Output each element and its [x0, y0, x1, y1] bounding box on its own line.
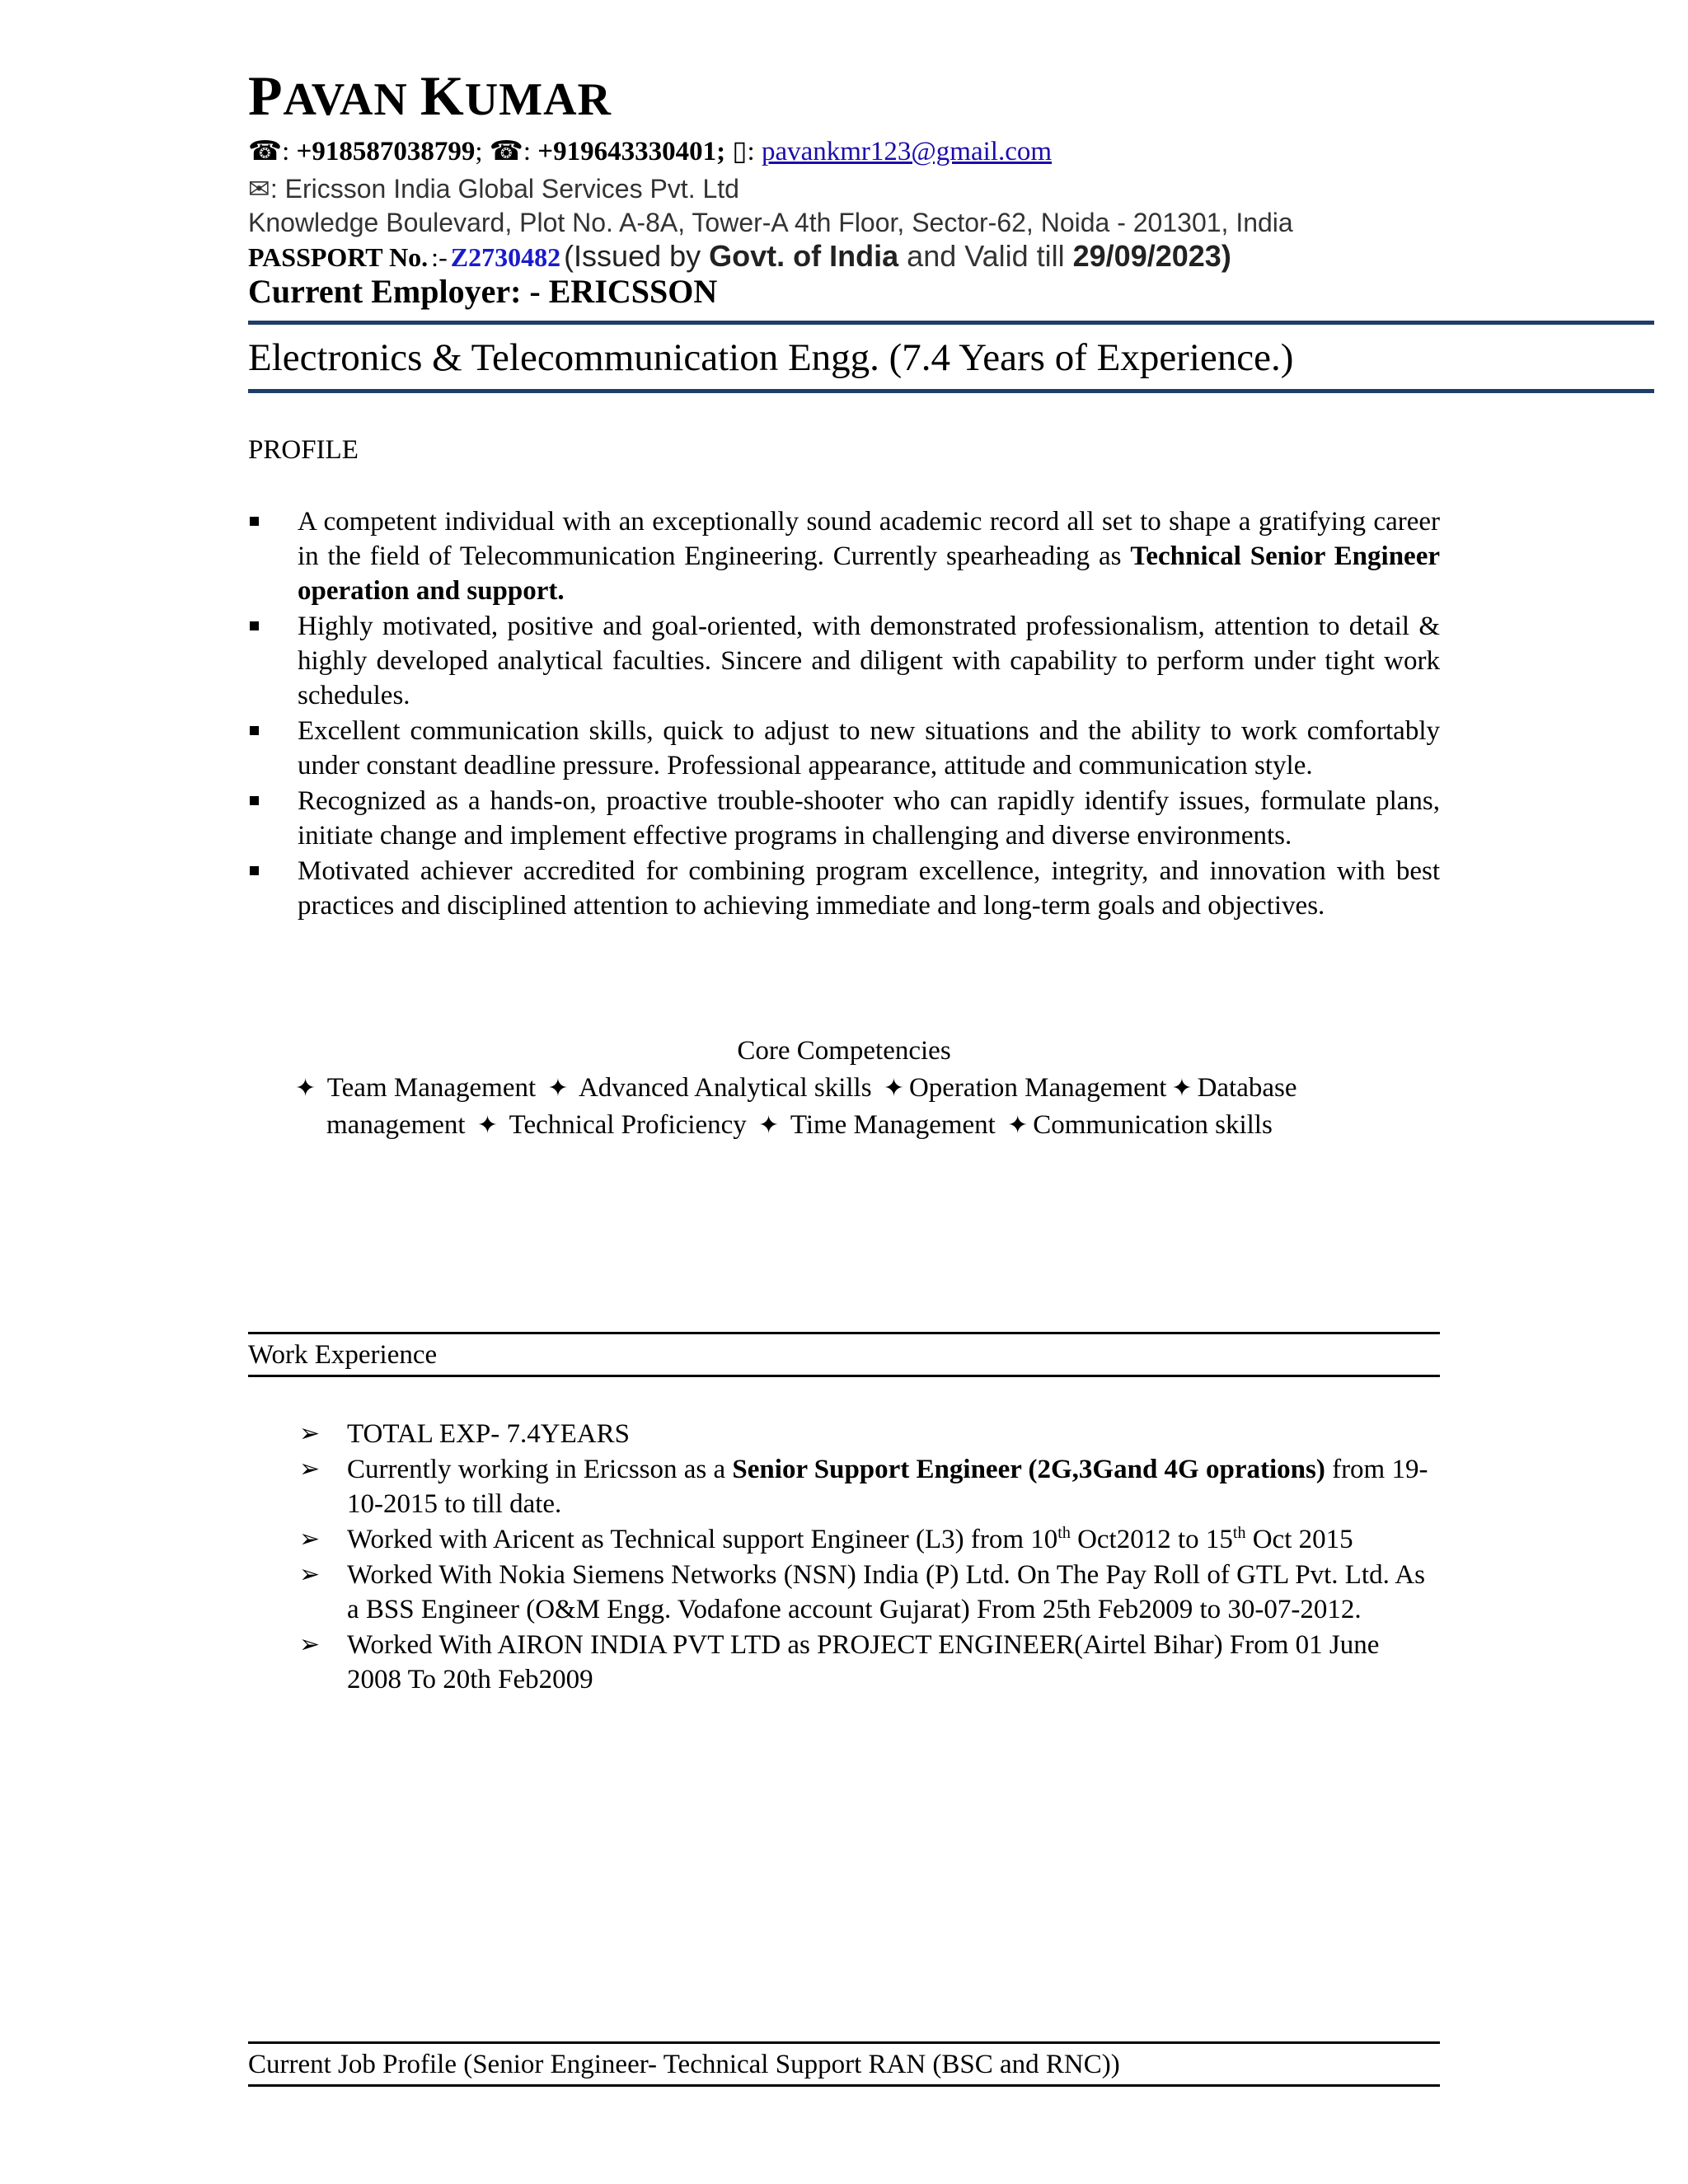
core-line-1 — [290, 1070, 1440, 1107]
divider-top — [248, 321, 1654, 325]
email-link[interactable]: pavankmr123@gmail.com — [761, 137, 1053, 166]
name-first-initial: P — [248, 64, 284, 127]
work-item-text: Oct2012 to 15 — [1070, 1525, 1233, 1554]
profile-bullet-text: A competent individual with an exceptionally sound academic record all set to shape a gratifying career in the field of Telecommunication Engineering. Currently spearheading as — [298, 507, 1440, 571]
list-item — [248, 1628, 1440, 1697]
phone-icon: ☎ — [248, 137, 283, 166]
core-line-2 — [290, 1107, 1440, 1144]
star-icon: ✦ — [1171, 1075, 1193, 1102]
work-item-text: Oct 2015 — [1245, 1525, 1353, 1554]
work-item-bold: Senior Support Engineer (2G,3Gand 4G oprations) — [732, 1455, 1325, 1484]
phone-icon: ☎ — [489, 137, 523, 166]
passport-issue-info — [564, 239, 1231, 273]
work-item-text: TOTAL EXP- 7.4YEARS — [347, 1419, 630, 1449]
work-item-text: Worked With AIRON INDIA PVT LTD as PROJECT ENGINEER(Airtel Bihar) From 01 June 2008 To 20th Feb2009 — [347, 1630, 1380, 1694]
core-competencies-list — [290, 1070, 1440, 1144]
passport-issued-pre: (Issued by — [564, 239, 701, 273]
address-company-text: Ericsson India Global Services Pvt. Ltd — [284, 174, 739, 204]
work-list — [248, 1417, 1440, 1698]
competency-item: Operation Management — [908, 1073, 1167, 1103]
competency-item: Team Management — [326, 1073, 537, 1103]
list-item — [248, 1522, 1440, 1557]
address-company: ✉: Ericsson India Global Services Pvt. Ltd — [248, 174, 739, 204]
passport-valid-date: 29/09/2023) — [1072, 239, 1231, 273]
arrow-bullet-icon: ➢ — [299, 1631, 321, 1658]
envelope-icon: ✉ — [248, 174, 270, 204]
profile-bullet-text: Motivated achiever accredited for combining program excellence, integrity, and innovation with best practices and disciplined attention to achieving immediate and long-term goals and objectives. — [298, 856, 1440, 921]
name-first-rest: AVAN — [283, 74, 408, 125]
name-last-initial: K — [420, 64, 465, 127]
job-profile-divider-bottom — [248, 2084, 1440, 2087]
star-icon: ✦ — [476, 1112, 498, 1139]
profile-bullet-text: Highly motivated, positive and goal-oriented, with demonstrated professionalism, attention to detail & highly developed analytical faculties. Sincere and diligent with capability to perform under tight work schedules. — [298, 612, 1440, 710]
competency-item: Database — [1197, 1073, 1297, 1103]
list-item — [248, 504, 1440, 608]
competency-item: Technical Proficiency — [509, 1110, 747, 1140]
passport-valid-pre: and Valid till — [907, 239, 1065, 273]
bullet-square-icon — [250, 866, 259, 875]
phone-secondary: +919643330401 — [537, 137, 717, 166]
email-icon: ▯ — [732, 137, 748, 166]
star-icon: ✦ — [1007, 1112, 1029, 1139]
list-item — [248, 854, 1440, 923]
phone-primary: +918587038799 — [296, 137, 476, 166]
arrow-bullet-icon: ➢ — [299, 1526, 321, 1553]
ordinal-suffix: th — [1232, 1524, 1246, 1542]
star-icon: ✦ — [295, 1075, 316, 1102]
contact-line: ☎: +918587038799; ☎: +919643330401; ▯: pavankmr123@gmail.com — [248, 137, 1053, 166]
profile-title: PROFILE — [248, 435, 359, 465]
work-divider-bottom — [248, 1375, 1440, 1377]
list-item — [248, 714, 1440, 783]
passport-number: Z2730482 — [450, 242, 561, 272]
list-item — [248, 1452, 1440, 1521]
core-competencies-title: Core Competencies — [737, 1036, 951, 1066]
work-item-text: Worked With Nokia Siemens Networks (NSN) India (P) Ltd. On The Pay Roll of GTL Pvt. Ltd. As a BSS Engineer (O&M Engg. Vodafone account Gujarat) From 25th Feb2009 to 30-07-2012. — [347, 1560, 1425, 1624]
competency-item: management — [326, 1110, 466, 1140]
star-icon: ✦ — [547, 1075, 569, 1102]
work-item-text: Worked with Aricent as Technical support Engineer (L3) from 10 — [347, 1525, 1058, 1554]
profile-bullet-text: Excellent communication skills, quick to adjust to new situations and the ability to work comfortably under constant deadline pressure. Professional appearance, attitude and communication style. — [298, 716, 1440, 780]
star-icon: ✦ — [883, 1075, 904, 1102]
competency-item: Communication skills — [1033, 1110, 1273, 1140]
arrow-bullet-icon: ➢ — [299, 1561, 321, 1588]
passport-issuer: Govt. of India — [709, 239, 899, 273]
work-item-text: Currently working in Ericsson as a — [347, 1455, 733, 1484]
work-item-text: from 19-10-2015 to till date. — [347, 1455, 1428, 1519]
name-last-rest: UMAR — [464, 74, 612, 125]
competency-item: Advanced Analytical skills — [578, 1073, 872, 1103]
job-profile-title: Current Job Profile (Senior Engineer- Technical Support RAN (BSC and RNC)) — [248, 2050, 1120, 2079]
profile-bullet-text: Recognized as a hands-on, proactive trouble-shooter who can rapidly identify issues, formulate plans, initiate change and implement effective programs in challenging and diverse environments. — [298, 786, 1440, 851]
list-item — [248, 784, 1440, 853]
ordinal-suffix: th — [1057, 1524, 1071, 1542]
work-experience-title: Work Experience — [248, 1340, 438, 1370]
arrow-bullet-icon: ➢ — [299, 1455, 321, 1483]
competency-item: Time Management — [790, 1110, 996, 1140]
bullet-square-icon — [250, 726, 259, 735]
divider-bottom — [248, 389, 1654, 393]
candidate-name — [248, 64, 612, 127]
passport-label: PASSPORT No. — [248, 242, 429, 272]
bullet-square-icon — [250, 796, 259, 805]
list-item — [248, 609, 1440, 713]
star-icon: ✦ — [758, 1112, 780, 1139]
headline: Electronics & Telecommunication Engg. (7.4 Years of Experience.) — [248, 336, 1294, 379]
current-employer: Current Employer: - ERICSSON — [248, 273, 718, 310]
address-street: Knowledge Boulevard, Plot No. A-8A, Tower-A 4th Floor, Sector-62, Noida - 201301, India — [248, 208, 1293, 237]
arrow-bullet-icon: ➢ — [299, 1420, 321, 1447]
bullet-square-icon — [250, 621, 259, 630]
profile-bullet-bold: Technical Senior Engineer operation and support. — [298, 541, 1440, 606]
work-divider-top — [248, 1332, 1440, 1334]
list-item — [248, 1417, 1440, 1451]
list-item — [248, 1558, 1440, 1627]
job-profile-divider-top — [248, 2041, 1440, 2044]
passport-separator: :- — [431, 242, 448, 272]
bullet-square-icon — [250, 517, 259, 526]
profile-list — [248, 504, 1440, 924]
